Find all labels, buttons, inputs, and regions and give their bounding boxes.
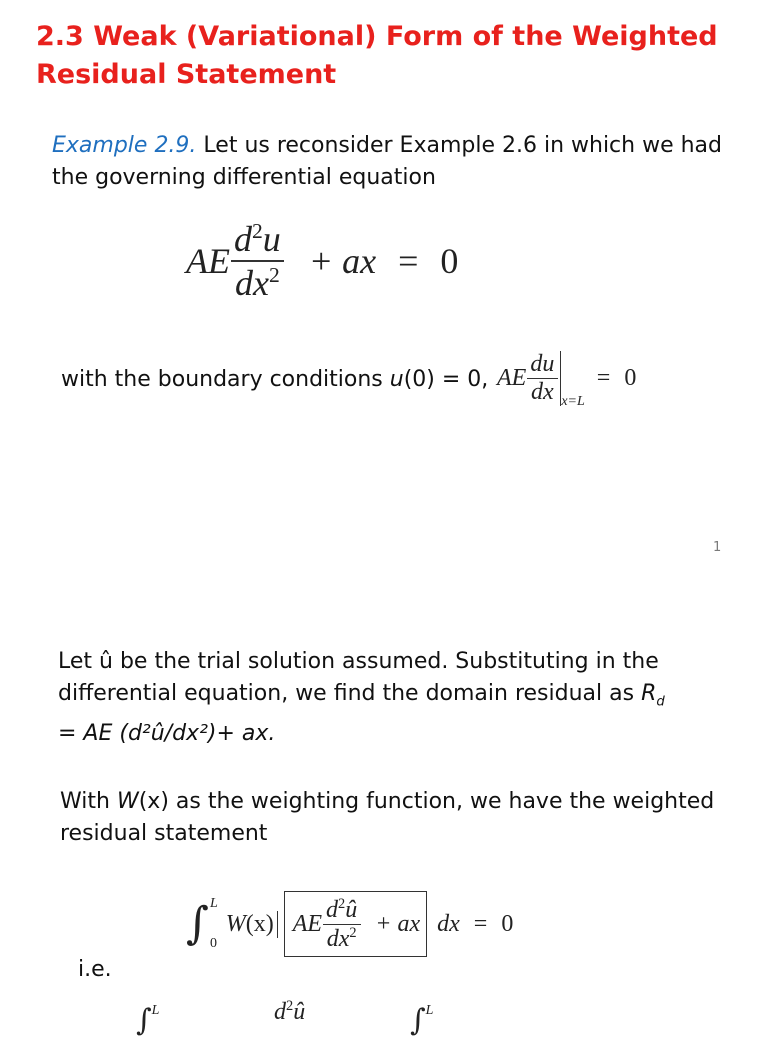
- bc-fraction: [526, 351, 561, 406]
- eq1-plus-term: + ax: [308, 241, 377, 281]
- trial-paragraph: [58, 646, 738, 750]
- bc-denominator: dx: [527, 378, 558, 406]
- boundary-text: [61, 364, 488, 396]
- eq1-den-exp: 2: [268, 263, 280, 287]
- eq2-integral-sign: ∫: [186, 898, 209, 949]
- eq2-coefficient: AE: [292, 910, 323, 937]
- eq1-num-var: u: [262, 219, 281, 259]
- eq2-den-exp: 2: [349, 924, 357, 941]
- residual-subscript: d: [656, 694, 665, 710]
- eq2-num-exp: 2: [338, 895, 346, 912]
- example-paragraph: [52, 130, 732, 194]
- eq2-equals: =: [473, 910, 488, 937]
- eq3-num-exp: 2: [286, 998, 294, 1014]
- eq3-upper-limit-2: L: [425, 1003, 434, 1018]
- eq3-num-var: û: [293, 999, 306, 1025]
- eq1-den-dx: dx: [234, 263, 269, 303]
- weighting-suffix: (x) as the weighting function, we have the weighted residual statement: [60, 789, 715, 846]
- eq2-w-arg: (x): [246, 911, 278, 938]
- eq3-num-d: d: [274, 999, 286, 1025]
- weighted-residual-equation: [186, 884, 513, 964]
- bc-eval-at: x=L: [561, 394, 585, 409]
- eq1-denominator: [231, 260, 284, 304]
- bc-coefficient: AE: [497, 364, 527, 391]
- weighting-w: W: [116, 789, 139, 814]
- eq2-bracket-content: [284, 891, 427, 957]
- trial-line-2: [58, 678, 738, 718]
- eq2-w: W: [225, 910, 246, 937]
- weighting-prefix: With: [60, 789, 117, 814]
- eq2-num-var: û: [345, 896, 358, 923]
- trial-line-1: Let û be the trial solution assumed. Substituting in the: [58, 649, 659, 674]
- trial-line-2-text: differential equation, we find the domain residual as: [58, 681, 642, 706]
- eq1-num-exp: 2: [251, 219, 263, 243]
- boundary-u-condition: (0) = 0,: [403, 367, 489, 392]
- boundary-equation: [497, 342, 636, 414]
- eq1-coefficient: AE: [186, 241, 230, 281]
- eq2-upper-limit: L: [209, 896, 218, 911]
- eq3-numerator: [274, 998, 305, 1026]
- eq2-numerator: [322, 896, 361, 924]
- weighting-paragraph: [60, 786, 740, 850]
- eq2-num-d: d: [326, 896, 339, 923]
- ie-label: i.e.: [78, 957, 112, 982]
- eq1-equals: =: [398, 241, 419, 281]
- eq2-rhs: 0: [501, 910, 514, 937]
- eq2-limits: [210, 896, 218, 952]
- residual-symbol: R: [641, 681, 657, 706]
- example-text: Let us reconsider Example 2.6 in which we had the governing differential equation: [52, 133, 723, 190]
- eq3-integral-sign-1: ∫: [136, 1003, 152, 1038]
- eq3-upper-limit-2-group: [410, 1003, 433, 1038]
- eq1-rhs: 0: [440, 241, 459, 281]
- bc-numerator: du: [530, 350, 555, 377]
- trial-line-3: = AE (d²û/dx²)+ ax.: [58, 721, 276, 747]
- eq2-lower-limit: 0: [209, 936, 217, 951]
- eq1-num-d: d: [233, 219, 252, 259]
- eq1-fraction: [230, 218, 285, 304]
- eq2-den-dx: dx: [326, 925, 350, 952]
- eq3-integral-sign-2: ∫: [410, 1003, 426, 1038]
- eq2-fraction: [322, 896, 361, 953]
- eq2-integral-group: [186, 896, 218, 952]
- boundary-u: u: [389, 367, 404, 392]
- eq1-numerator: [230, 218, 285, 260]
- example-label: Example 2.9.: [52, 133, 197, 158]
- section-heading: 2.3 Weak (Variational) Form of the Weighted Residual Statement: [36, 21, 718, 90]
- page-number: 1: [713, 540, 722, 555]
- eq3-upper-limit-1-group: [136, 1003, 159, 1038]
- eq2-denominator: [323, 924, 361, 953]
- eq2-dx: dx: [437, 910, 460, 937]
- eq2-plus-term: + ax: [375, 910, 421, 937]
- boundary-prefix: with the boundary conditions: [61, 367, 390, 392]
- bc-equals: =: [596, 364, 611, 391]
- governing-equation: [186, 206, 458, 316]
- bc-rhs: 0: [624, 364, 637, 391]
- eq3-upper-limit-1: L: [151, 1003, 160, 1018]
- eq2-plus-group: [375, 891, 427, 957]
